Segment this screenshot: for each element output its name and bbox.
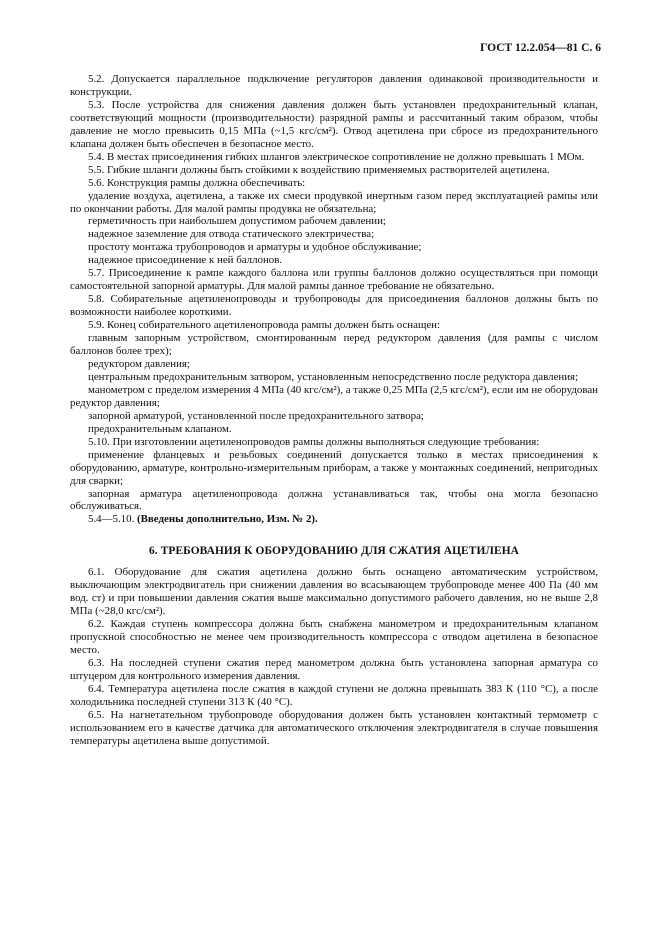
paragraph-5-5: 5.5. Гибкие шланги должны быть стойкими к воздействию применяемых растворителей ацетилена. <box>88 163 550 176</box>
running-header: ГОСТ 12.2.054—81 С. 6 <box>480 42 601 54</box>
list-item: манометром с пределом измерения 4 МПа (40 кгс/см²), а также 0,25 МПа (2,5 кгс/см²), если им не оборудован редуктор давления; <box>70 383 598 409</box>
paragraph-6-3: 6.3. На последней ступени сжатия перед манометром должна быть установлена запорная арматура со штуцером для контрольного измерения давления. <box>70 656 598 682</box>
section-title: 6. ТРЕБОВАНИЯ К ОБОРУДОВАНИЮ ДЛЯ СЖАТИЯ АЦЕТИЛЕНА <box>149 545 519 558</box>
paragraph-5-8: 5.8. Собирательные ацетиленопроводы и трубопроводы для присоединения баллонов должны быть по возможности наиболее короткими. <box>70 293 598 319</box>
list-item: главным запорным устройством, смонтированным перед редуктором давления (для рампы с числом баллонов более трех); <box>70 332 598 358</box>
list-item: центральным предохранительным затвором, установленным непосредственно после редуктора давления; <box>88 370 579 383</box>
page-content <box>70 73 598 748</box>
paragraph-6-1: 6.1. Оборудование для сжатия ацетилена должно быть оснащено автоматическим устройством, выключающим электродвигатель при снижении давления во всасывающем трубопроводе менее 400 Па (40 мм вод. ст) и при повышении давления сжатия выше максимально допустимого рабочего давления, но не выше 2,8 МПа (~28,0 кгс/см²). <box>70 566 598 618</box>
paragraph-5-7: 5.7. Присоединение к рампе каждого баллона или группы баллонов должно осуществляться при помощи самостоятельной запорной арматуры. Для малой рампы данное требование не обязательно. <box>70 267 598 293</box>
list-item: герметичность при наибольшем допустимом рабочем давлении; <box>88 215 386 228</box>
amendment-text: (Введены дополнительно, Изм. № 2). <box>137 513 318 526</box>
amendment-note <box>70 513 598 526</box>
list-item: применение фланцевых и резьбовых соединений допускается только в местах присоединения к оборудованию, арматуре, контрольно-измерительным приборам, а также у монтажных соединений, непригодных для сварки; <box>70 448 598 487</box>
paragraph-5-9: 5.9. Конец собирательного ацетиленопровода рампы должен быть оснащен: <box>88 319 441 332</box>
list-item: удаление воздуха, ацетилена, а также их смеси продувкой инертным газом перед эксплуатацией рампы или по окончании работы. Для малой рампы продувка не обязательна; <box>70 189 598 215</box>
list-item: простоту монтажа трубопроводов и арматуры и удобное обслуживание; <box>88 241 422 254</box>
paragraph-6-5: 6.5. На нагнетательном трубопроводе оборудования должен быть установлен контактный термометр с использованием его в качестве датчика для автоматического отключения электродвигателя в случае повышения температуры ацетилена выше допустимой. <box>70 708 598 747</box>
list-item: запорной арматурой, установленной после предохранительного затвора; <box>88 409 424 422</box>
paragraph-5-10: 5.10. При изготовлении ацетиленопроводов рампы должны выполняться следующие требования: <box>88 435 540 448</box>
paragraph-5-4: 5.4. В местах присоединения гибких шлангов электрическое сопротивление не должно превышать 1 МОм. <box>88 150 585 163</box>
list-item: редуктором давления; <box>88 357 190 370</box>
list-item: надежное присоединение к ней баллонов. <box>88 254 283 267</box>
paragraph-6-2: 6.2. Каждая ступень компрессора должна быть снабжена манометром и предохранительным клапаном пропускной способностью не менее чем производительность компрессора с отводом ацетилена в безопасное место. <box>70 618 598 657</box>
list-item: предохранительным клапаном. <box>88 422 232 435</box>
paragraph-5-2: 5.2. Допускается параллельное подключение регуляторов давления одинаковой производительности и конструкции. <box>70 73 598 98</box>
list-item: запорная арматура ацетиленопровода должна устанавливаться так, чтобы она могла безопасно обслуживаться. <box>70 487 598 513</box>
amendment-range: 5.4—5.10. <box>88 513 135 526</box>
list-item: надежное заземление для отвода статического электричества; <box>88 228 375 241</box>
paragraph-5-3: 5.3. После устройства для снижения давления должен быть установлен предохранительный клапан, соответствующий мощности (производительности) разрядной рампы и рассчитанный таким образом, чтобы давление не могло превысить 0,15 МПа (~1,5 кгс/см²). Отвод ацетилена при сбросе из предохранительного клапана должен быть обеспечен в безопасное место. <box>70 98 598 150</box>
paragraph-5-6: 5.6. Конструкция рампы должна обеспечивать: <box>88 176 306 189</box>
paragraph-6-4: 6.4. Температура ацетилена после сжатия в каждой ступени не должна превышать 383 К (110 °С), а после холодильника последней ступени 313 К (40 °С). <box>70 682 598 708</box>
